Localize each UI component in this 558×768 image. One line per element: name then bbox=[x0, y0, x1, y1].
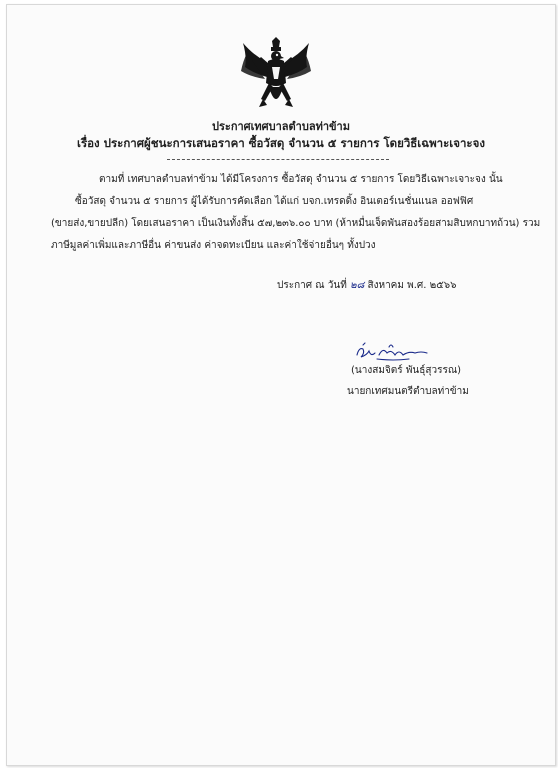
date-prefix: ประกาศ ณ วันที่ bbox=[277, 280, 347, 291]
handwritten-signature bbox=[353, 339, 431, 365]
divider bbox=[167, 159, 389, 160]
body-line-3: (ขายส่ง,ขายปลีก) โดยเสนอราคา เป็นเงินทั้งสิ้น ๕๗,๒๓๖.๐๐ บาท (ห้าหมื่นเจ็ดพันสองร้อยสามสิบหกบาทถ้วน) รวม bbox=[51, 218, 541, 229]
date-day: ๒๘ bbox=[349, 280, 365, 291]
garuda-emblem-icon bbox=[239, 37, 313, 117]
body-line-2: ซื้อวัสดุ จำนวน ๕ รายการ ผู้ได้รับการคัดเลือก ได้แก่ บจก.เทรดดิ้ง อินเตอร์เนชั่นแนล ออฟฟิศ bbox=[75, 196, 474, 207]
body-line-1: ตามที่ เทศบาลตำบลท่าข้าม ได้มีโครงการ ซื้อวัสดุ จำนวน ๕ รายการ โดยวิธีเฉพาะเจาะจง นั้น bbox=[99, 174, 503, 185]
announcement-subject: เรื่อง ประกาศผู้ชนะการเสนอราคา ซื้อวัสดุ จำนวน ๕ รายการ โดยวิธีเฉพาะเจาะจง bbox=[77, 136, 485, 150]
document-page bbox=[6, 4, 556, 766]
announcement-date bbox=[277, 278, 456, 293]
announcement-title: ประกาศเทศบาลตำบลท่าข้าม bbox=[212, 120, 350, 133]
body-line-4: ภาษีมูลค่าเพิ่มและภาษีอื่น ค่าขนส่ง ค่าจดทะเบียน และค่าใช้จ่ายอื่นๆ ทั้งปวง bbox=[51, 240, 376, 251]
date-month-year: สิงหาคม พ.ศ. ๒๕๖๖ bbox=[367, 280, 457, 291]
signer-position: นายกเทศมนตรีตำบลท่าข้าม bbox=[347, 386, 469, 397]
signer-name: (นางสมจิตร์ พันธุ์สุวรรณ) bbox=[351, 365, 462, 376]
